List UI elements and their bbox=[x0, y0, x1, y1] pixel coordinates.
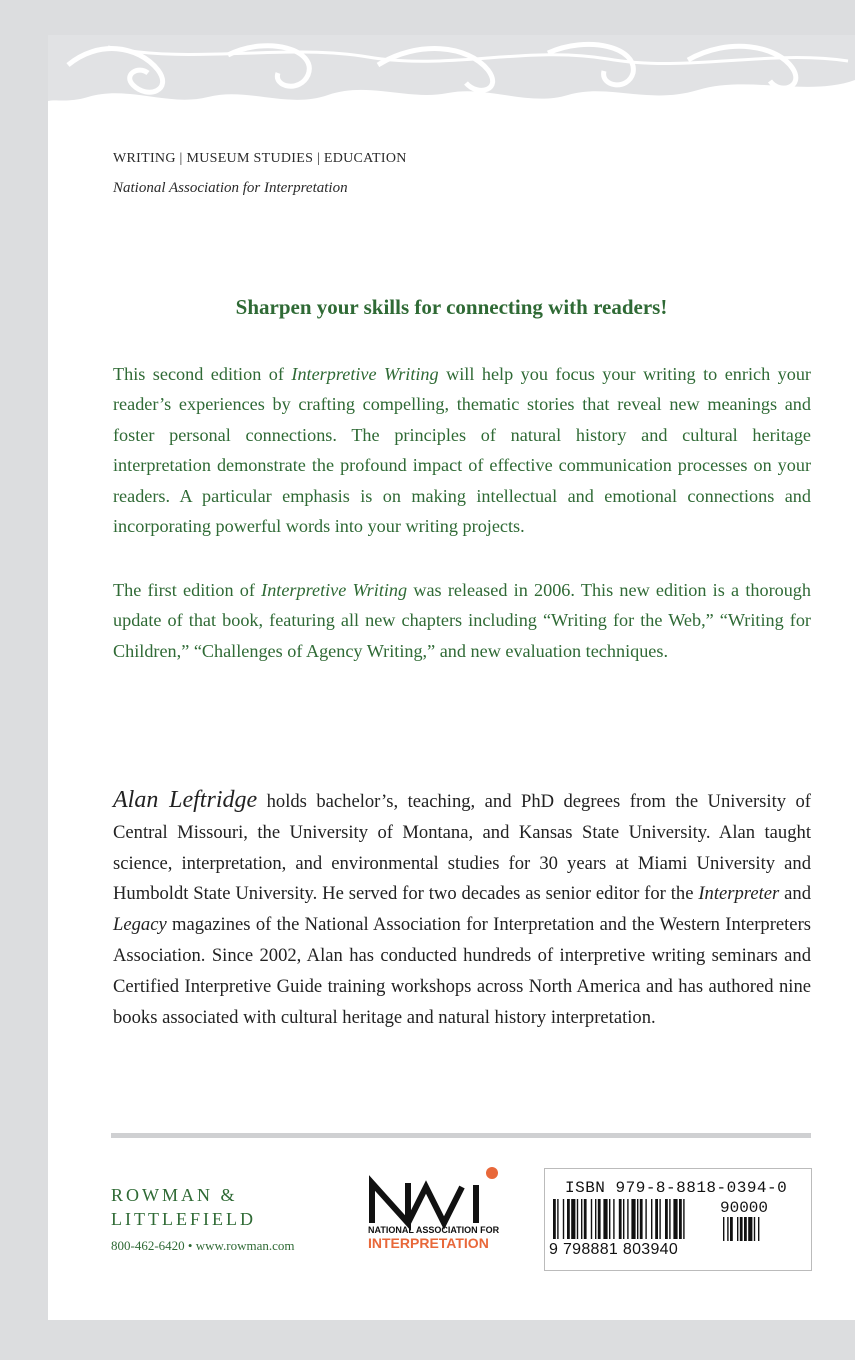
barcode-bar bbox=[567, 1199, 570, 1239]
nai-name-line-1: NATIONAL ASSOCIATION FOR bbox=[368, 1225, 500, 1235]
barcode-bar bbox=[571, 1199, 575, 1239]
p1-book-title: Interpretive Writing bbox=[291, 364, 439, 384]
barcode-bar bbox=[557, 1199, 558, 1239]
ornament-border bbox=[48, 35, 855, 115]
addon-bar bbox=[758, 1217, 759, 1241]
barcode-bar bbox=[577, 1199, 578, 1239]
category-line: WRITING | MUSEUM STUDIES | EDUCATION bbox=[113, 151, 407, 166]
p1-start: This second edition of bbox=[113, 364, 292, 384]
blurb-headline: Sharpen your skills for connecting with readers! bbox=[235, 295, 668, 319]
barcode-bar bbox=[655, 1199, 658, 1239]
isbn-addon: 90000 bbox=[720, 1199, 769, 1217]
addon-bar bbox=[754, 1217, 755, 1241]
barcode-bar bbox=[640, 1199, 643, 1239]
barcode-bar bbox=[553, 1199, 556, 1239]
barcode-bar bbox=[623, 1199, 624, 1239]
bio-part-2: and bbox=[779, 883, 811, 905]
blurb-paragraph-1 bbox=[113, 359, 811, 541]
barcode-bar bbox=[598, 1199, 601, 1239]
p1-rest: will help you focus your writing to enrich your reader’s experiences by crafting compelling, thematic stories that reveal new meanings and foster personal connections. The principles of natural history and cultural heritage interpretation demonstrate the profound impact of effective communication processes on your readers. A particular emphasis is on making intellectual and emotional connections and incorporating powerful words into your writing projects. bbox=[113, 364, 811, 537]
bio-part-3: magazines of the National Association for Interpretation and the Western Interpreters Association. Since 2002, Alan has conducted hundreds of interpretive writing seminars and Certified Interpretive Guide training workshops across North America and has authored nine books associated with cultural heritage and natural history interpretation. bbox=[113, 914, 811, 1028]
barcode-bar bbox=[603, 1199, 607, 1239]
barcode-bar bbox=[595, 1199, 596, 1239]
publisher-contact: 800-462-6420 • www.rowman.com bbox=[111, 1238, 295, 1253]
isbn-digits: 9 798881 803940 bbox=[549, 1241, 679, 1258]
barcode-bar bbox=[637, 1199, 638, 1239]
publisher-name-line-1: ROWMAN & bbox=[111, 1185, 238, 1205]
association-line: National Association for Interpretation bbox=[113, 180, 348, 196]
addon-bar bbox=[723, 1217, 724, 1241]
barcode-bar bbox=[627, 1199, 628, 1239]
barcode-bar bbox=[591, 1199, 592, 1239]
barcode-bar bbox=[651, 1199, 652, 1239]
barcode-bar bbox=[584, 1199, 587, 1239]
back-cover bbox=[48, 35, 855, 1320]
p2-start: The first edition of bbox=[113, 580, 262, 600]
barcode-bar bbox=[563, 1199, 564, 1239]
publisher-name-line-2: LITTLEFIELD bbox=[111, 1209, 256, 1229]
barcode-bar bbox=[581, 1199, 582, 1239]
isbn-label: ISBN 979-8-8818-0394-0 bbox=[565, 1179, 788, 1197]
addon-bar bbox=[730, 1217, 733, 1241]
barcode-bar bbox=[665, 1199, 668, 1239]
bio-part-1: holds bachelor’s, teaching, and PhD degrees from the University of Central Missouri, the University of Montana, and Kansas State University. Alan taught science, interpretation, and environmental studies for 30 years at Miami University and Humboldt State University. He served for two decades as senior editor for the bbox=[113, 791, 811, 905]
addon-bar bbox=[727, 1217, 728, 1241]
addon-bar bbox=[748, 1217, 752, 1241]
barcode-bar bbox=[645, 1199, 646, 1239]
barcode-bar bbox=[613, 1199, 614, 1239]
isbn-barcode bbox=[544, 1168, 812, 1271]
divider bbox=[111, 1133, 811, 1138]
addon-bar bbox=[744, 1217, 747, 1241]
addon-bar bbox=[737, 1217, 738, 1241]
blurb-paragraph-2 bbox=[113, 575, 811, 666]
nai-name-line-2: INTERPRETATION bbox=[368, 1235, 489, 1251]
barcode-bar bbox=[673, 1199, 677, 1239]
barcode-bar bbox=[669, 1199, 670, 1239]
barcode-bar bbox=[631, 1199, 635, 1239]
p2-book-title: Interpretive Writing bbox=[261, 580, 408, 600]
barcode-bar bbox=[683, 1199, 684, 1239]
barcode-bar bbox=[609, 1199, 610, 1239]
barcode-bar bbox=[659, 1199, 660, 1239]
addon-bar bbox=[740, 1217, 743, 1241]
author-name: Alan Leftridge bbox=[113, 787, 258, 813]
barcode-bar bbox=[679, 1199, 682, 1239]
author-bio bbox=[113, 785, 811, 1033]
magazine-legacy: Legacy bbox=[113, 914, 167, 936]
barcode-bar bbox=[619, 1199, 622, 1239]
p2-rest: was released in 2006. This new edition is a thorough update of that book, featuring all new chapters including “Writing for the Web,” “Writing for Children,” “Challenges of Agency Writing,” and new evaluation techniques. bbox=[113, 580, 811, 661]
magazine-interpreter: Interpreter bbox=[698, 883, 780, 905]
